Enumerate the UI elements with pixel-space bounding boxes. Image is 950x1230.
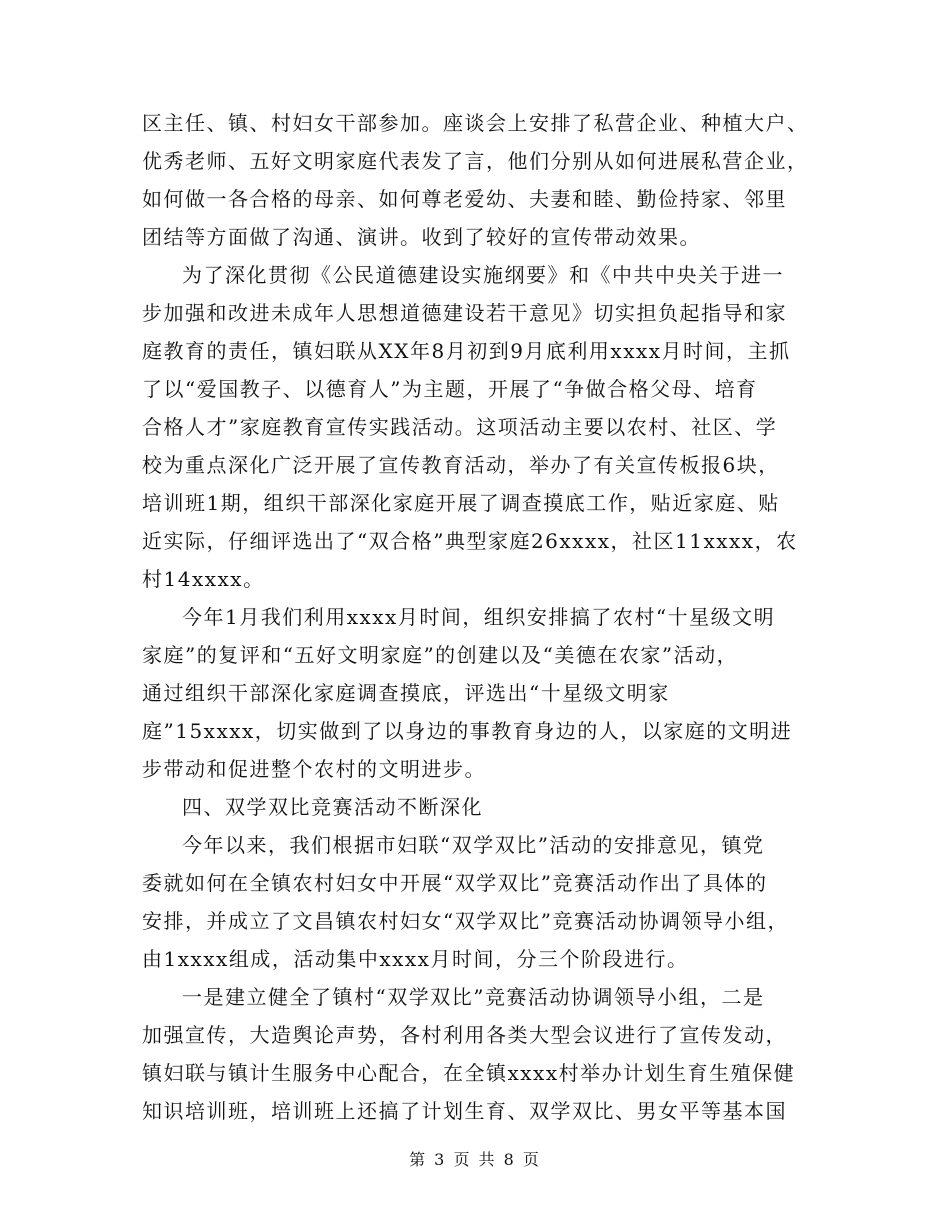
- text-line: 安排，并成立了文昌镇农村妇女“双学双比”竞赛活动协调领导小组，: [142, 909, 789, 933]
- page-number-footer: 第 3 页 共 8 页: [409, 1150, 541, 1169]
- text-line: 通过组织干部深化家庭调查摸底，评选出“十星级文明家: [142, 681, 670, 705]
- text-line: 如何做一各合格的母亲、如何尊老爱幼、夫妻和睦、勤俭持家、邻里: [142, 187, 787, 211]
- text-line: 了以“爱国教子、以德育人”为主题，开展了“争做合格父母、培育: [142, 377, 758, 401]
- text-line: 庭教育的责任，镇妇联从XX年8月初到9月底利用xxxx月时间，主抓: [142, 339, 791, 363]
- text-line: 优秀老师、五好文明家庭代表发了言，他们分别从如何进展私营企业，: [142, 149, 809, 173]
- text-line: 区主任、镇、村妇女干部参加。座谈会上安排了私营企业、种植大户、: [142, 111, 809, 135]
- text-line: 合格人才”家庭教育宣传实践活动。这项活动主要以农村、社区、学: [142, 415, 778, 439]
- text-line: 家庭”的复评和“五好文明家庭”的创建以及“美德在农家”活动，: [142, 643, 739, 667]
- text-line: 为了深化贯彻《公民道德建设实施纲要》和《中共中央关于进一: [182, 263, 784, 287]
- section-heading: 四、双学双比竞赛活动不断深化: [182, 795, 483, 819]
- text-line: 培训班1期，组织干部深化家庭开展了调查摸底工作，贴近家庭、贴: [142, 491, 780, 515]
- text-line: 步带动和促进整个农村的文明进步。: [142, 757, 486, 781]
- text-line: 知识培训班，培训班上还搞了计划生育、双学双比、男女平等基本国: [142, 1099, 787, 1123]
- text-line: 近实际，仔细评选出了“双合格”典型家庭26xxxx，社区11xxxx，农: [142, 529, 798, 553]
- text-line: 今年1月我们利用xxxx月时间，组织安排搞了农村“十星级文明: [182, 605, 776, 629]
- text-line: 团结等方面做了沟通、演讲。收到了较好的宣传带动效果。: [142, 225, 701, 249]
- text-line: 加强宣传，大造舆论声势，各村利用各类大型会议进行了宣传发动，: [142, 1023, 787, 1047]
- text-line: 由1xxxx组成，活动集中xxxx月时间，分三个阶段进行。: [142, 947, 689, 971]
- text-line: 今年以来，我们根据市妇联“双学双比”活动的安排意见，镇党: [182, 833, 765, 857]
- text-line: 一是建立健全了镇村“双学双比”竞赛活动协调领导小组，二是: [182, 985, 765, 1009]
- text-line: 委就如何在全镇农村妇女中开展“双学双比”竞赛活动作出了具体的: [142, 871, 768, 895]
- text-line: 镇妇联与镇计生服务中心配合，在全镇xxxx村举办计划生育生殖保健: [142, 1061, 796, 1085]
- body-text: [142, 104, 822, 1130]
- text-line: 步加强和改进未成年人思想道德建设若干意见》切实担负起指导和家: [142, 301, 787, 325]
- text-line: 村14xxxx。: [142, 567, 265, 591]
- text-line: 校为重点深化广泛开展了宣传教育活动，举办了有关宣传板报6块，: [142, 453, 780, 477]
- text-line: 庭”15xxxx，切实做到了以身边的事教育身边的人，以家庭的文明进: [142, 719, 793, 743]
